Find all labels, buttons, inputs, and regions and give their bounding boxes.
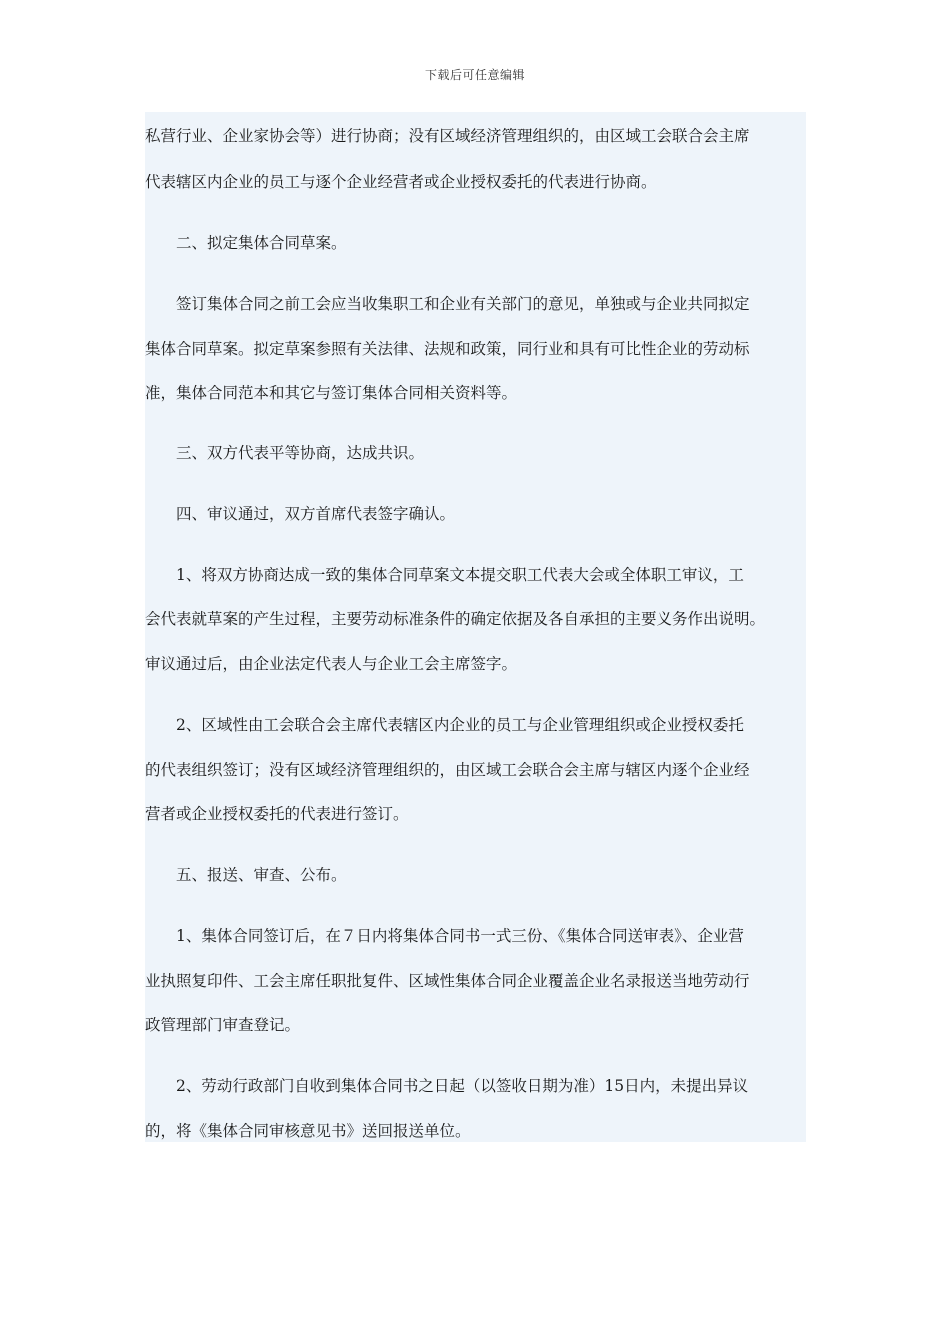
body-line: 会代表就草案的产生过程，主要劳动标准条件的确定依据及各自承担的主要义务作出说明。 [145,610,766,628]
body-line: 私营行业、企业家协会等）进行协商；没有区域经济管理组织的，由区域工会联合会主席 [145,127,750,145]
page-header-note: 下载后可任意编辑 [424,68,525,82]
body-line: 2、区域性由工会联合会主席代表辖区内企业的员工与企业管理组织或企业授权委托 [145,716,744,734]
body-line: 集体合同草案。拟定草案参照有关法律、法规和政策，同行业和具有可比性企业的劳动标 [145,340,750,358]
body-line: 1、将双方协商达成一致的集体合同草案文本提交职工代表大会或全体职工审议，工 [145,566,744,584]
section-heading: 三、双方代表平等协商，达成共识。 [145,444,425,462]
section-heading: 五、报送、审查、公布。 [145,866,347,884]
section-heading: 四、审议通过，双方首席代表签字确认。 [145,505,456,523]
body-line: 准，集体合同范本和其它与签订集体合同相关资料等。 [145,384,518,402]
body-line: 1、集体合同签订后，在７日内将集体合同书一式三份、《集体合同送审表》、企业营 [145,927,744,945]
body-line: 2、劳动行政部门自收到集体合同书之日起（以签收日期为准）15日内，未提出异议 [145,1077,749,1095]
body-line: 代表辖区内企业的员工与逐个企业经营者或企业授权委托的代表进行协商。 [145,173,657,191]
body-line: 的，将《集体合同审核意见书》送回报送单位。 [145,1122,471,1140]
body-line: 营者或企业授权委托的代表进行签订。 [145,805,409,823]
body-line: 政管理部门审查登记。 [145,1016,301,1034]
section-heading: 二、拟定集体合同草案。 [145,234,347,252]
body-line: 签订集体合同之前工会应当收集职工和企业有关部门的意见，单独或与企业共同拟定 [145,295,750,313]
body-line: 审议通过后，由企业法定代表人与企业工会主席签字。 [145,655,518,673]
body-line: 业执照复印件、工会主席任职批复件、区域性集体合同企业覆盖企业名录报送当地劳动行 [145,972,750,990]
body-line: 的代表组织签订；没有区域经济管理组织的，由区域工会联合会主席与辖区内逐个企业经 [145,761,750,779]
